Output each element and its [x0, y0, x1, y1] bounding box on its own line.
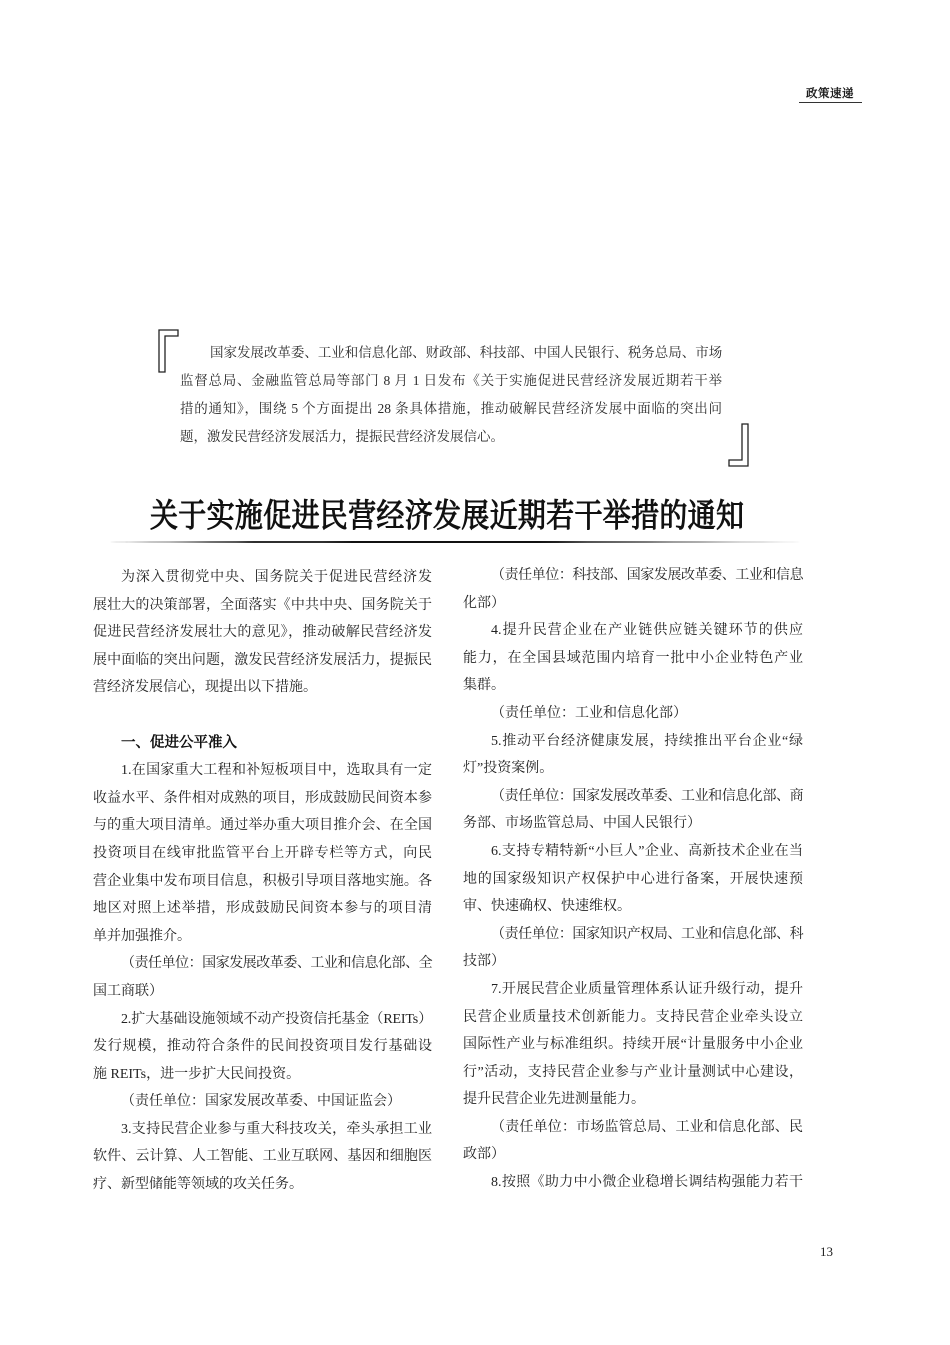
paragraph: [93, 757, 432, 950]
text-line: 3.支持民营企业参与重大科技攻关，牵头承担工业: [121, 1121, 432, 1137]
text-line: 展中面临的突出问题，激发民营经济发展活力，提振民: [93, 652, 432, 668]
text-line: 营企业集中发布项目信息，积极引导项目落地实施。各: [93, 873, 432, 889]
text-line: 地的国家级知识产权保护中心进行备案，开展快速预: [463, 871, 803, 887]
responsibility-note: [463, 700, 803, 728]
text-line: 展壮大的决策部署，全面落实《中共中央、国务院关于: [93, 597, 432, 613]
title-divider: [110, 541, 800, 543]
paragraph: [93, 1006, 432, 1089]
text-line: 地区对照上述举措，形成鼓励民间资本参与的项目清: [93, 901, 432, 917]
spacer: [93, 702, 432, 730]
text-line: 收益水平、条件相对成熟的项目，形成鼓励民间资本参: [93, 790, 432, 806]
responsibility-note: [463, 1114, 803, 1169]
responsibility-note: [463, 562, 803, 617]
quote-line: 国家发展改革委、工业和信息化部、财政部、科技部、中国人民银行、税务总局、市场: [210, 345, 722, 360]
text-line: 民营企业质量技术创新能力。支持民营企业牵头设立: [463, 1009, 803, 1025]
paragraph: [93, 564, 432, 702]
paragraph: [463, 976, 803, 1114]
text-line: 技部）: [463, 954, 505, 970]
text-line: 务部、市场监管总局、中国人民银行）: [463, 816, 701, 832]
responsibility-note: [93, 1088, 432, 1116]
text-line: （责任单位：国家知识产权局、工业和信息化部、科: [491, 926, 803, 942]
quote-line: 措的通知》，围绕 5 个方面提出 28 条具体措施，推动破解民营经济发展中面临的突出问: [180, 401, 722, 416]
text-line: 为深入贯彻党中央、国务院关于促进民营经济发: [121, 570, 432, 585]
open-quote-mark: [156, 328, 180, 374]
section-label: 政策速递: [806, 88, 854, 100]
text-line: （责任单位：国家发展改革委、工业和信息化部、全: [121, 956, 432, 972]
responsibility-note: [93, 950, 432, 1005]
text-line: 发行规模，推动符合条件的民间投资项目发行基础设: [93, 1039, 432, 1055]
article-title: 关于实施促进民营经济发展近期若干举措的通知: [150, 496, 744, 535]
text-line: 施 REITs，进一步扩大民间投资。: [93, 1066, 301, 1082]
paragraph: [463, 617, 803, 700]
text-line: （责任单位：市场监管总局、工业和信息化部、民: [491, 1119, 803, 1135]
text-line: 1.在国家重大工程和补短板项目中，选取具有一定: [121, 763, 432, 779]
page-number: 13: [820, 1244, 833, 1259]
text-line: 4.提升民营企业在产业链供应链关键环节的供应: [491, 623, 803, 639]
text-line: 7.开展民营企业质量管理体系认证升级行动，提升: [491, 981, 803, 997]
text-line: 营经济发展信心，现提出以下措施。: [93, 680, 317, 696]
quote-line: 监督总局、金融监管总局等部门 8 月 1 日发布《关于实施促进民营经济发展近期若干举: [180, 373, 722, 388]
text-line: 与的重大项目清单。通过举办重大项目推介会、在全国: [93, 818, 432, 834]
text-line: （责任单位：国家发展改革委、中国证监会）: [121, 1094, 401, 1110]
quote-line: 题，激发民营经济发展活力，提振民营经济发展信心。: [180, 429, 504, 444]
paragraph: [463, 838, 803, 921]
section-label-underline: [799, 102, 862, 103]
close-quote-mark: [727, 422, 751, 468]
text-line: 疗、新型储能等领域的攻关任务。: [93, 1177, 303, 1193]
section-heading: 一、促进公平准入: [121, 734, 237, 751]
text-line: 能力，在全国县域范围内培育一批中小企业特色产业: [463, 650, 803, 666]
text-line: （责任单位：国家发展改革委、工业和信息化部、商: [491, 788, 803, 804]
intro-quote: [180, 339, 722, 451]
text-line: 促进民营经济发展壮大的意见》，推动破解民营经济发: [93, 625, 432, 641]
text-line: 8.按照《助力中小微企业稳增长调结构强能力若干: [491, 1175, 803, 1191]
paragraph: [463, 1169, 803, 1197]
text-line: 软件、云计算、人工智能、工业互联网、基因和细胞医: [93, 1149, 432, 1165]
text-line: 国际性产业与标准组织。持续开展“计量服务中小企业: [463, 1037, 803, 1053]
text-line: 集群。: [463, 678, 505, 694]
responsibility-note: [463, 783, 803, 838]
text-line: （责任单位：工业和信息化部）: [491, 705, 687, 721]
text-line: 单并加强推介。: [93, 928, 191, 944]
text-line: 国工商联）: [93, 983, 163, 999]
text-line: 5.推动平台经济健康发展，持续推出平台企业“绿: [491, 733, 803, 749]
text-line: 2.扩大基础设施领域不动产投资信托基金（REITs）: [121, 1011, 432, 1027]
left-column: [93, 564, 432, 1199]
text-line: 6.支持专精特新“小巨人”企业、高新技术企业在当: [491, 843, 803, 859]
text-line: 投资项目在线审批监管平台上开辟专栏等方式，向民: [93, 845, 432, 861]
text-line: 提升民营企业先进测量能力。: [463, 1092, 645, 1108]
text-line: 行”活动，支持民营企业参与产业计量测试中心建设，: [463, 1064, 803, 1080]
text-line: （责任单位：科技部、国家发展改革委、工业和信息: [491, 568, 803, 583]
paragraph: [463, 728, 803, 783]
right-column: [463, 562, 803, 1197]
text-line: 化部）: [463, 595, 505, 611]
text-line: 灯”投资案例。: [463, 761, 554, 777]
responsibility-note: [463, 921, 803, 976]
text-line: 审、快速确权、快速维权。: [463, 899, 631, 915]
text-line: 政部）: [463, 1147, 505, 1163]
paragraph: [93, 1116, 432, 1199]
